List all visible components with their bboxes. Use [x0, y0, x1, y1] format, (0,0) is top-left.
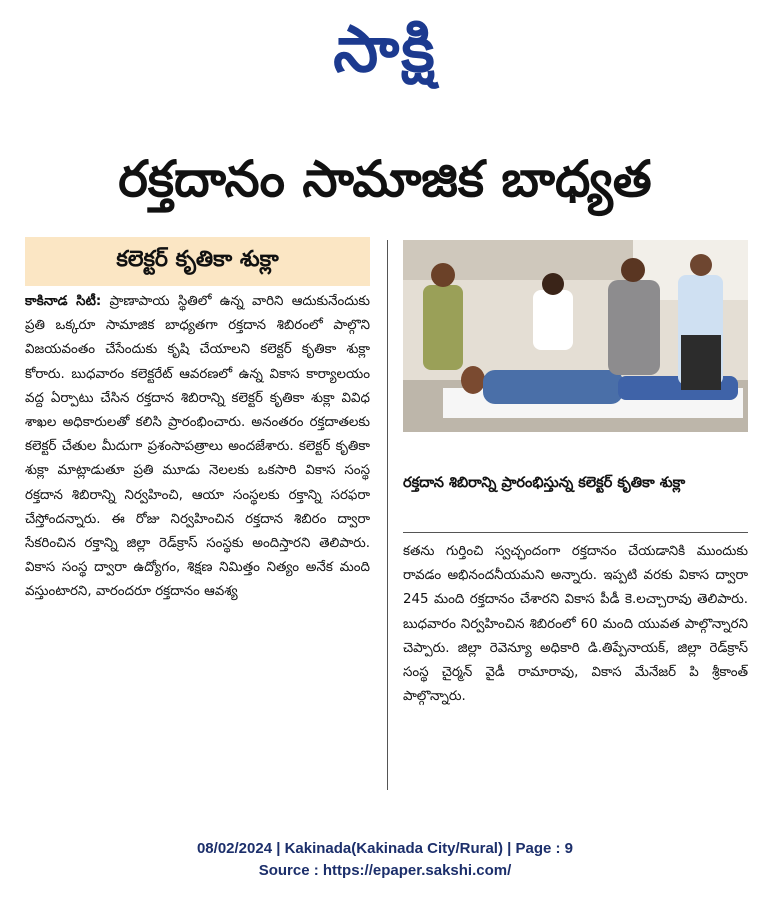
photo-caption: రక్తదాన శిబిరాన్ని ప్రారంభిస్తున్న కలెక్టర్ కృతికా శుక్లా — [403, 475, 686, 491]
footer-edition-line: 08/02/2024 | Kakinada(Kakinada City/Rural) | Page : 9 — [196, 840, 574, 857]
article-photo — [403, 240, 748, 432]
column-divider — [387, 240, 388, 790]
photo-illustration — [403, 240, 748, 432]
article-byline: కలెక్టర్ కృతికా శుక్లా — [25, 237, 370, 286]
article-body-right: కతను గుర్తించి స్వచ్ఛందంగా రక్తదానం చేయడానికి ముందుకు రావడం అభినందనీయమని అన్నారు. ఇప్పటి వరకు వికాస ద్వారా 245 మంది రక్తదానం చేశారని వికాస పీడీ కె.లచ్చారావు తెలిపారు. బుధవారం నిర్వహించిన శిబిరంలో 60 మంది యువత పాల్గొన్నారని చెప్పారు. జిల్లా రెవెన్యూ అధికారి డి.తిప్పేనాయక్, జిల్లా రెడ్‌క్రాస్ సంస్థ చైర్మన్ వైడీ రామారావు, వికాస మేనేజర్ పి శ్రీకాంత్ పాల్గొన్నారు. — [403, 544, 748, 705]
masthead-logo — [0, 12, 770, 102]
footer-source-line: Source : https://epaper.sakshi.com/ — [258, 862, 512, 879]
article-headline: రక్తదానం సామాజిక బాధ్యత — [118, 149, 652, 208]
article-body-left: ప్రాణాపాయ స్థితిలో ఉన్న వారిని ఆదుకునేందుకు ప్రతి ఒక్కరూ సామాజిక బాధ్యతగా రక్తదాన శిబిరంలో పాల్గొని విజయవంతం చేసేందుకు కృషి చేయాలని కలెక్టర్ కృతికా శుక్లా కోరారు. బుధవారం కలెక్టరేట్ ఆవరణలో ఉన్న వికాస కార్యాలయం వద్ద ఏర్పాటు చేసిన రక్తదాన శిబిరాన్ని కలెక్టర్ కృతికా శుక్లా వివిధ శాఖల అధికారులతో కలిసి ప్రారంభించారు. అనంతరం రక్తదాతలకు కలెక్టర్ చేతుల మీదుగా ప్రశంసాపత్రాలు అందజేశారు. కలెక్టర్ కృతికా శుక్లా మాట్లాడుతూ ప్రతి మూడు నెలలకు ఒకసారి వికాస సంస్థ రక్తదాన శిబిరాన్ని నిర్వహించి, ఆయా సంస్థలకు రక్తాన్ని సరఫరా చేస్తోందన్నారు. ఈ రోజు నిర్వహించిన రక్తదాన శిబిరం ద్వారా సేకరించిన రక్తాన్ని జిల్లా రెడ్‌క్రాస్ సంస్థకు అందిస్తారని తెలిపారు. వికాస సంస్థ ద్వారా ఉద్యోగం, శిక్షణ నిమిత్తం నిత్యం అనేక మంది వస్తుంటారని, వారందరూ రక్తదానం ఆవశ్య — [25, 294, 370, 600]
article-column-left — [25, 290, 370, 790]
article-column-right — [403, 540, 748, 790]
page-footer — [0, 838, 770, 888]
masthead-name: సాక్షి — [333, 12, 437, 87]
article-dateline: కాకినాడ సిటీ: — [25, 294, 102, 309]
caption-divider — [403, 532, 748, 533]
